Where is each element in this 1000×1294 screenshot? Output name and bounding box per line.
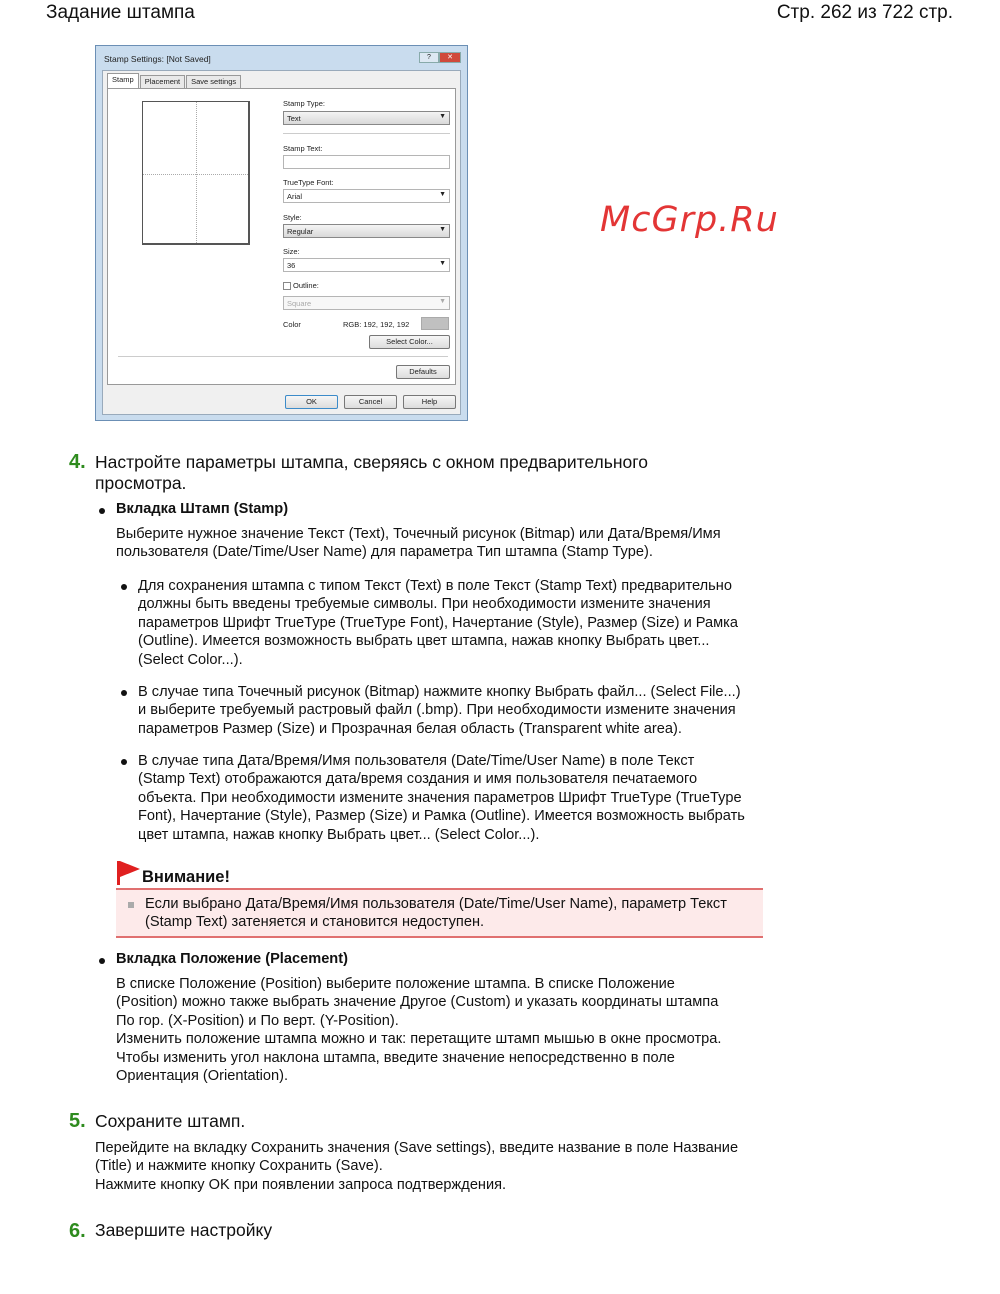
text-line: Перейдите на вкладку Сохранить значения (Save settings), введите название в поле Название xyxy=(95,1140,739,1156)
step-title-line: просмотра. xyxy=(95,473,187,493)
outline-value: Square xyxy=(287,299,312,308)
step5-text xyxy=(95,1139,738,1194)
size-value: 36 xyxy=(287,261,296,270)
text-line: (Stamp Text) затеняется и становится недоступен. xyxy=(145,914,485,931)
step-number: 4. xyxy=(69,451,86,473)
text-line: объекта. При необходимости измените значения параметров Шрифт TrueType (TrueType xyxy=(138,789,742,806)
style-value: Regular xyxy=(287,227,314,236)
step-title: Завершите настройку xyxy=(95,1220,273,1240)
text-line: (Outline). Имеется возможность выбрать цвет штампа, нажав кнопку Выбрать цвет... xyxy=(138,633,710,650)
tab-save-settings[interactable]: Save settings xyxy=(186,75,241,88)
text-line: и выберите требуемый растровый файл (.bmp). При необходимости измените значения xyxy=(138,702,736,719)
page-section-title: Задание штампа xyxy=(46,2,195,23)
text-line: Ориентация (Orientation). xyxy=(116,1068,289,1085)
chevron-down-icon: ▼ xyxy=(439,298,446,305)
square-bullet-icon xyxy=(128,902,134,908)
cancel-button[interactable]: Cancel xyxy=(344,395,397,409)
list-item xyxy=(138,752,745,844)
text-line: Выберите нужное значение Текст (Text), Точечный рисунок (Bitmap) или Дата/Время/Имя xyxy=(116,526,721,542)
stamp-type-label: Stamp Type: xyxy=(283,99,325,108)
outline-select xyxy=(283,296,450,310)
step-number: 6. xyxy=(69,1220,86,1242)
help-title-button[interactable]: ? xyxy=(419,52,439,63)
caution-box xyxy=(116,888,763,938)
step-title xyxy=(95,452,648,494)
font-select[interactable] xyxy=(283,189,450,203)
stamp-text-label: Stamp Text: xyxy=(283,144,323,153)
text-line: Изменить положение штампа можно и так: перетащите штамп мышью в окне просмотра. xyxy=(116,1031,722,1048)
chevron-down-icon: ▼ xyxy=(439,191,446,198)
chevron-down-icon: ▼ xyxy=(439,113,446,120)
close-icon[interactable]: ✕ xyxy=(439,52,461,63)
step-title-line: Настройте параметры штампа, сверяясь с окном предварительного xyxy=(95,452,649,472)
font-label: TrueType Font: xyxy=(283,178,334,187)
defaults-button[interactable]: Defaults xyxy=(396,365,450,379)
font-value: Arial xyxy=(287,192,303,201)
text-line: параметров Шрифт TrueType (TrueType Font), Начертание (Style), Размер (Size) и Рамка xyxy=(138,614,739,631)
placement-tab-text xyxy=(116,975,721,1085)
text-line: Нажмите кнопку OK при появлении запроса подтверждения. xyxy=(95,1176,507,1193)
ok-button[interactable]: OK xyxy=(285,395,338,409)
stamp-tab-heading: Вкладка Штамп (Stamp) xyxy=(116,501,289,517)
text-line: пользователя (Date/Time/User Name) для параметра Тип штампа (Stamp Type). xyxy=(116,544,653,561)
style-select[interactable] xyxy=(283,224,450,238)
help-button[interactable]: Help xyxy=(403,395,456,409)
stamp-type-value: Text xyxy=(287,114,301,123)
style-label: Style: xyxy=(283,213,302,222)
text-line: Чтобы изменить угол наклона штампа, введите значение непосредственно в поле xyxy=(116,1049,675,1066)
text-line: Font), Начертание (Style), Размер (Size) и Рамка (Outline). Имеется возможность выбрать xyxy=(138,808,745,825)
placement-tab-heading: Вкладка Положение (Placement) xyxy=(116,951,348,967)
outline-checkbox[interactable] xyxy=(283,282,291,290)
chevron-down-icon: ▼ xyxy=(439,260,446,267)
text-line: (Position) можно также выбрать значение Другое (Custom) и указать координаты штампа xyxy=(116,994,719,1011)
dialog-title: Stamp Settings: [Not Saved] xyxy=(104,54,211,64)
text-line: В списке Положение (Position) выберите положение штампа. В списке Положение xyxy=(116,976,675,992)
size-select[interactable] xyxy=(283,258,450,272)
watermark: McGrp.Ru xyxy=(600,200,779,240)
list-item xyxy=(138,577,738,669)
list-item xyxy=(138,683,741,738)
caution-flag-icon xyxy=(117,861,141,885)
text-line: Для сохранения штампа с типом Текст (Text) в поле Текст (Stamp Text) предварительно xyxy=(138,578,732,594)
outline-label: Outline: xyxy=(293,281,319,290)
color-swatch xyxy=(421,317,449,330)
step-number: 5. xyxy=(69,1110,86,1132)
page-number: Стр. 262 из 722 стр. xyxy=(776,2,953,23)
text-line: По гор. (X-Position) и По верт. (Y-Position). xyxy=(116,1012,399,1029)
text-line: (Title) и нажмите кнопку Сохранить (Save). xyxy=(95,1158,383,1175)
text-line: Если выбрано Дата/Время/Имя пользователя (Date/Time/User Name), параметр Текст xyxy=(145,896,727,912)
color-label: Color xyxy=(283,320,301,329)
text-line: (Stamp Text) отображаются дата/время создания и имя пользователя печатаемого xyxy=(138,771,698,788)
tab-placement[interactable]: Placement xyxy=(140,75,185,88)
text-line: цвет штампа, нажав кнопку Выбрать цвет... (Select Color...). xyxy=(138,826,540,843)
stamp-text-input[interactable] xyxy=(283,155,450,169)
text-line: должны быть введены требуемые символы. При необходимости измените значения xyxy=(138,596,711,613)
text-line: В случае типа Дата/Время/Имя пользователя (Date/Time/User Name) в поле Текст xyxy=(138,753,695,769)
tab-stamp[interactable]: Stamp xyxy=(107,73,139,88)
step-title: Сохраните штамп. xyxy=(95,1111,246,1131)
text-line: параметров Размер (Size) и Прозрачная белая область (Transparent white area). xyxy=(138,720,682,737)
text-line: (Select Color...). xyxy=(138,651,243,668)
text-line: В случае типа Точечный рисунок (Bitmap) нажмите кнопку Выбрать файл... (Select File...) xyxy=(138,684,741,700)
select-color-button[interactable]: Select Color... xyxy=(369,335,450,349)
size-label: Size: xyxy=(283,247,300,256)
stamp-tab-text xyxy=(116,525,721,562)
stamp-type-select[interactable] xyxy=(283,111,450,125)
chevron-down-icon: ▼ xyxy=(439,226,446,233)
caution-title: Внимание! xyxy=(142,868,230,886)
color-rgb: RGB: 192, 192, 192 xyxy=(343,320,410,329)
stamp-settings-dialog xyxy=(95,45,468,421)
stamp-preview xyxy=(142,101,250,245)
